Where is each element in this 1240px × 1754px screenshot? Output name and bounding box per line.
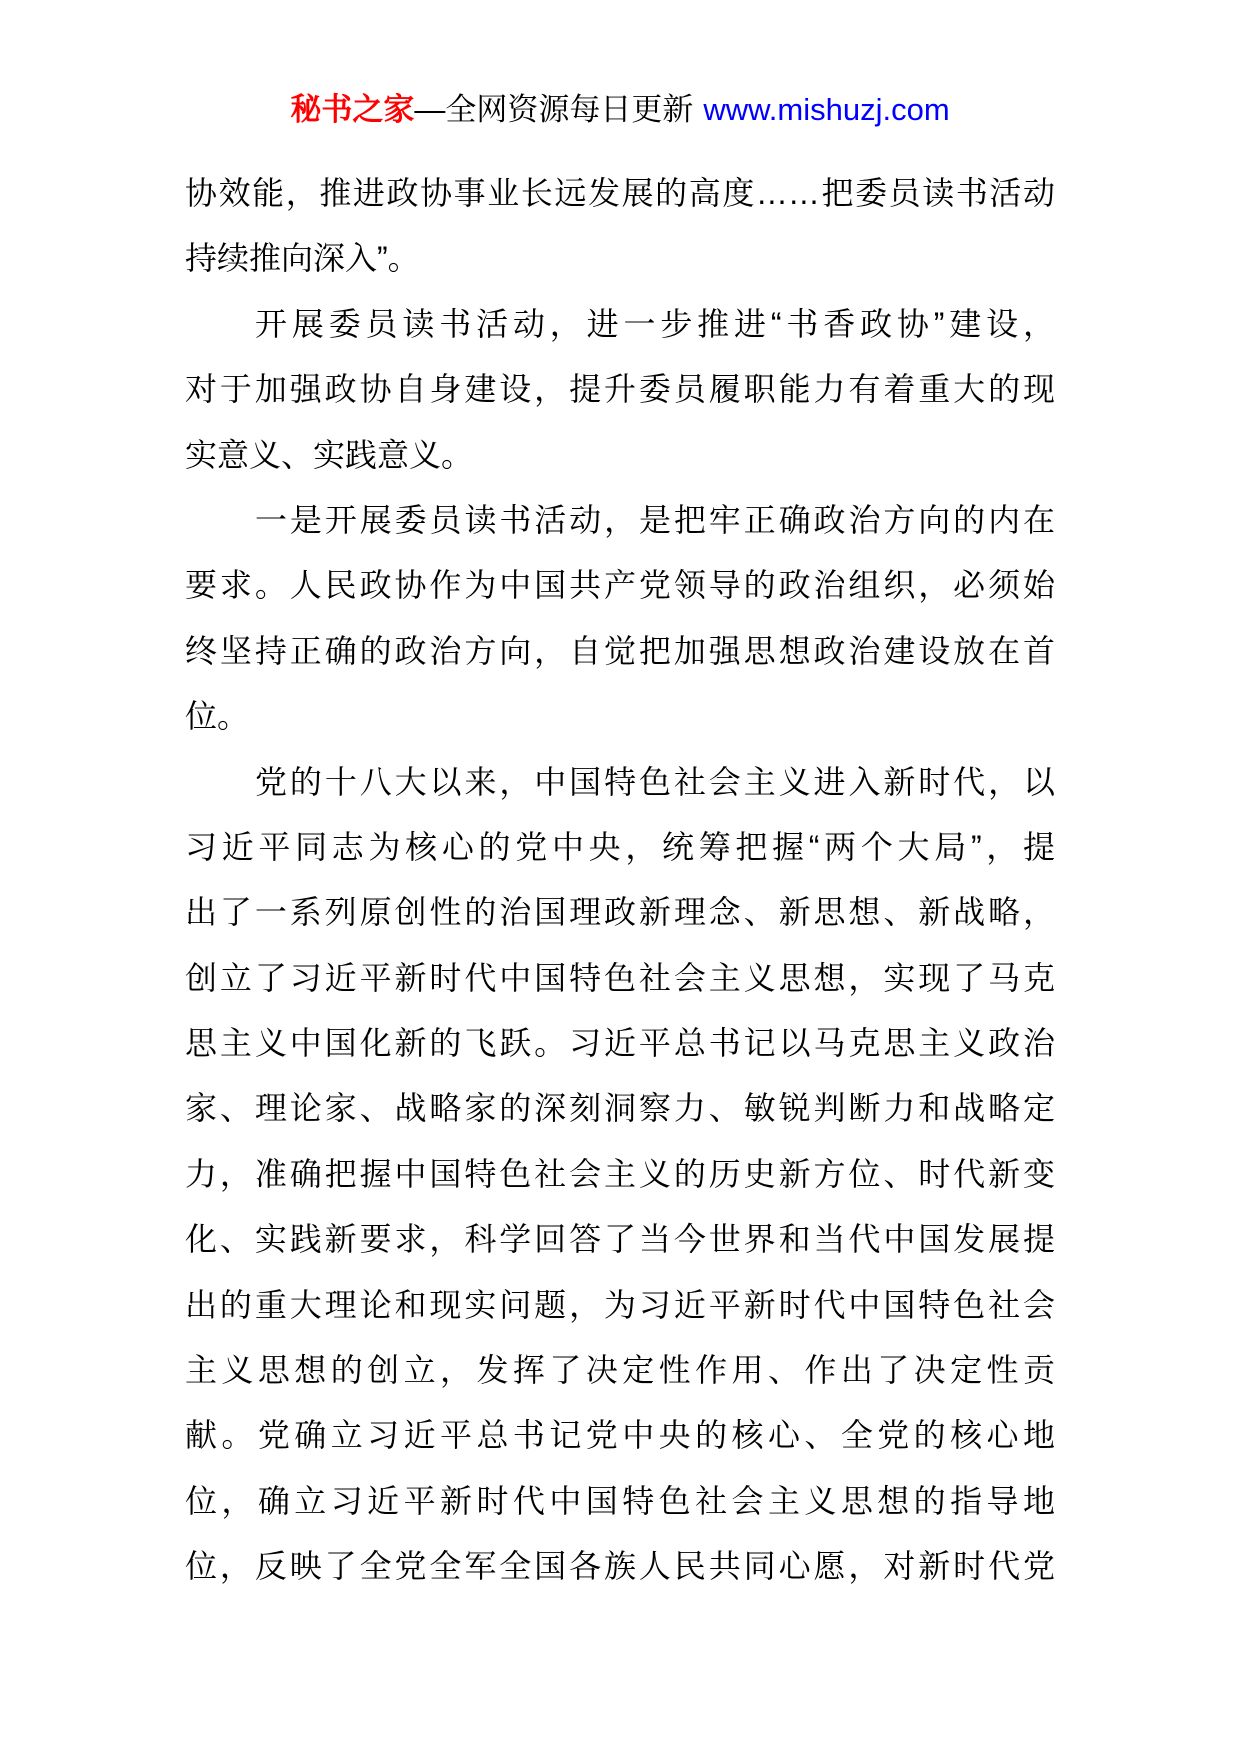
text-line: 思主义中国化新的飞跃。习近平总书记以马克思主义政治	[185, 1025, 1055, 1062]
text-line: 化、实践新要求，科学回答了当今世界和当代中国发展提	[185, 1221, 1055, 1258]
header-tagline: 全网资源每日更新	[445, 92, 694, 127]
text-line: 党的十八大以来，中国特色社会主义进入新时代，以	[255, 763, 1055, 800]
text-line: 一是开展委员读书活动，是把牢正确政治方向的内在	[255, 501, 1055, 538]
header-dash: —	[414, 92, 446, 127]
text-line: 习近平同志为核心的党中央，统筹把握“两个大局”，提	[185, 828, 1055, 865]
text-line: 持续推向深入”。	[185, 240, 420, 277]
text-line: 位。	[185, 698, 250, 735]
text-line: 家、理论家、战略家的深刻洞察力、敏锐判断力和战略定	[185, 1090, 1055, 1127]
text-line: 创立了习近平新时代中国特色社会主义思想，实现了马克	[185, 959, 1055, 996]
text-line: 协效能，推进政协事业长远发展的高度……把委员读书活动	[185, 175, 1055, 211]
text-line: 开展委员读书活动，进一步推进“书香政协”建设，	[255, 305, 1055, 342]
text-line: 主义思想的创立，发挥了决定性作用、作出了决定性贡	[185, 1352, 1055, 1389]
text-line: 位，确立习近平新时代中国特色社会主义思想的指导地	[185, 1482, 1055, 1519]
site-name: 秘书之家	[290, 92, 415, 127]
text-line: 对于加强政协自身建设，提升委员履职能力有着重大的现	[185, 371, 1055, 408]
site-url[interactable]: www.mishuzj.com	[703, 92, 950, 127]
page-header	[0, 90, 1240, 130]
text-line: 献。党确立习近平总书记党中央的核心、全党的核心地	[185, 1417, 1055, 1454]
text-line: 力，准确把握中国特色社会主义的历史新方位、时代新变	[185, 1155, 1055, 1192]
text-line: 出了一系列原创性的治国理政新理念、新思想、新战略，	[185, 894, 1055, 931]
text-line: 出的重大理论和现实问题，为习近平新时代中国特色社会	[185, 1286, 1055, 1323]
text-line: 实意义、实践意义。	[185, 436, 474, 473]
text-line: 位，反映了全党全军全国各族人民共同心愿，对新时代党	[185, 1548, 1055, 1585]
text-line: 终坚持正确的政治方向，自觉把加强思想政治建设放在首	[185, 632, 1055, 669]
text-line: 要求。人民政协作为中国共产党领导的政治组织，必须始	[185, 567, 1055, 604]
document-body	[185, 161, 1055, 1600]
